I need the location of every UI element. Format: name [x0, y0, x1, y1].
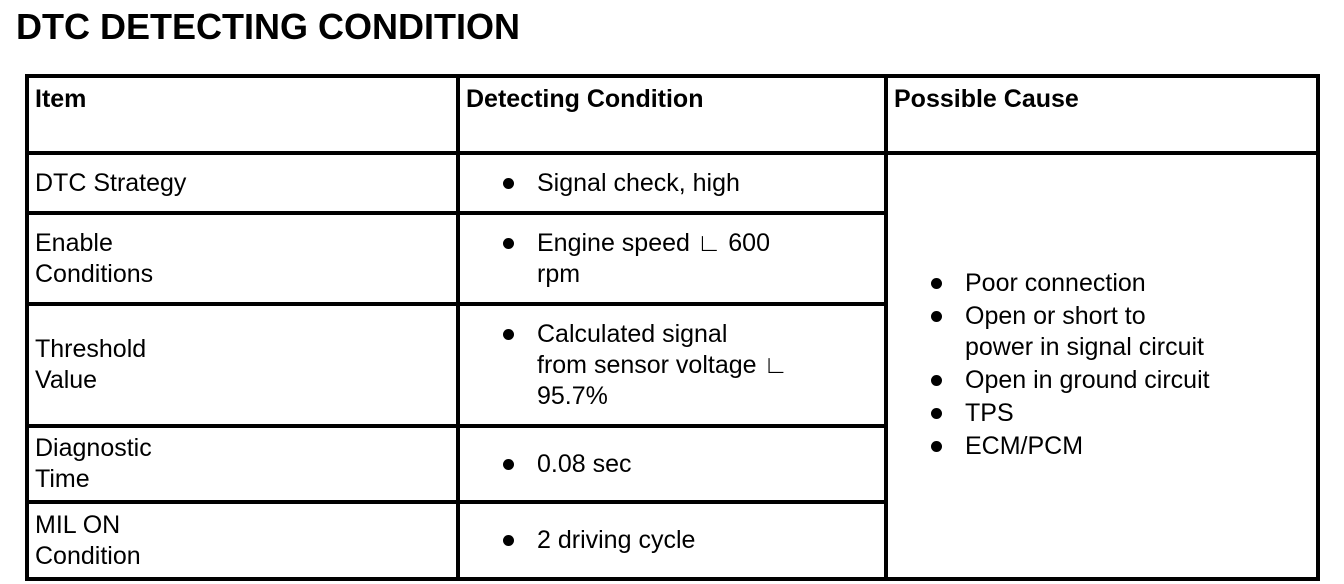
condition-list: [500, 168, 878, 199]
bullet-icon: [503, 329, 514, 340]
condition-cell: [458, 426, 886, 502]
item-cell: [27, 426, 458, 502]
item-label: Time: [35, 465, 90, 493]
list-item: [928, 431, 1310, 462]
bullet-icon: [503, 238, 514, 249]
cause-text: TPS: [965, 399, 1014, 427]
condition-text: rpm: [537, 259, 581, 288]
dtc-condition-table: [25, 74, 1320, 581]
cause-text: power in signal circuit: [965, 333, 1204, 361]
condition-text: Signal check, high: [537, 168, 740, 197]
bullet-icon: [931, 375, 942, 386]
item-label: MIL ON: [35, 510, 121, 539]
table-header-row: [27, 76, 1318, 153]
possible-cause-cell: [886, 153, 1318, 579]
item-label: Conditions: [35, 259, 154, 288]
possible-cause-list: [928, 268, 1310, 462]
condition-text: Engine speed ∟ 600: [537, 228, 770, 257]
list-item: [928, 365, 1310, 396]
cause-text: Open or short to: [965, 302, 1146, 330]
item-label: Threshold: [35, 335, 147, 363]
condition-cell: [458, 213, 886, 304]
cause-text: ECM/PCM: [965, 432, 1084, 460]
header-possible-cause: Possible Cause: [886, 76, 1318, 153]
condition-cell: [458, 153, 886, 213]
table-row: [27, 153, 1318, 213]
item-label: Enable: [35, 228, 113, 257]
header-item: Item: [27, 76, 458, 153]
bullet-icon: [931, 408, 942, 419]
condition-text: 2 driving cycle: [537, 526, 696, 554]
bullet-icon: [503, 178, 514, 189]
item-cell: [27, 153, 458, 213]
condition-text: 95.7%: [537, 381, 608, 410]
list-item: [500, 168, 878, 199]
list-item: [500, 449, 878, 480]
item-label: Value: [35, 366, 98, 394]
list-item: [928, 398, 1310, 429]
list-item: [500, 319, 878, 412]
condition-list: [500, 228, 878, 290]
item-cell: [27, 304, 458, 426]
condition-text: 0.08 sec: [537, 449, 632, 478]
page-title: DTC DETECTING CONDITION: [16, 6, 520, 47]
list-item: [928, 268, 1310, 299]
bullet-icon: [931, 311, 942, 322]
list-item: [500, 525, 878, 556]
item-cell: [27, 502, 458, 579]
condition-list: [500, 449, 878, 480]
item-cell: [27, 213, 458, 304]
condition-list: [500, 319, 878, 412]
cause-text: Poor connection: [965, 269, 1146, 297]
bullet-icon: [503, 459, 514, 470]
cause-text: Open in ground circuit: [965, 366, 1210, 394]
condition-text: Calculated signal: [537, 319, 728, 348]
bullet-icon: [931, 278, 942, 289]
condition-text: from sensor voltage ∟: [537, 350, 788, 379]
item-label: Condition: [35, 541, 141, 570]
bullet-icon: [931, 441, 942, 452]
condition-list: [500, 525, 878, 556]
condition-cell: [458, 502, 886, 579]
item-label: Diagnostic: [35, 434, 152, 462]
item-label: DTC Strategy: [35, 168, 187, 197]
bullet-icon: [503, 535, 514, 546]
condition-cell: [458, 304, 886, 426]
list-item: [500, 228, 878, 290]
list-item: [928, 301, 1310, 363]
header-detecting-condition: Detecting Condition: [458, 76, 886, 153]
